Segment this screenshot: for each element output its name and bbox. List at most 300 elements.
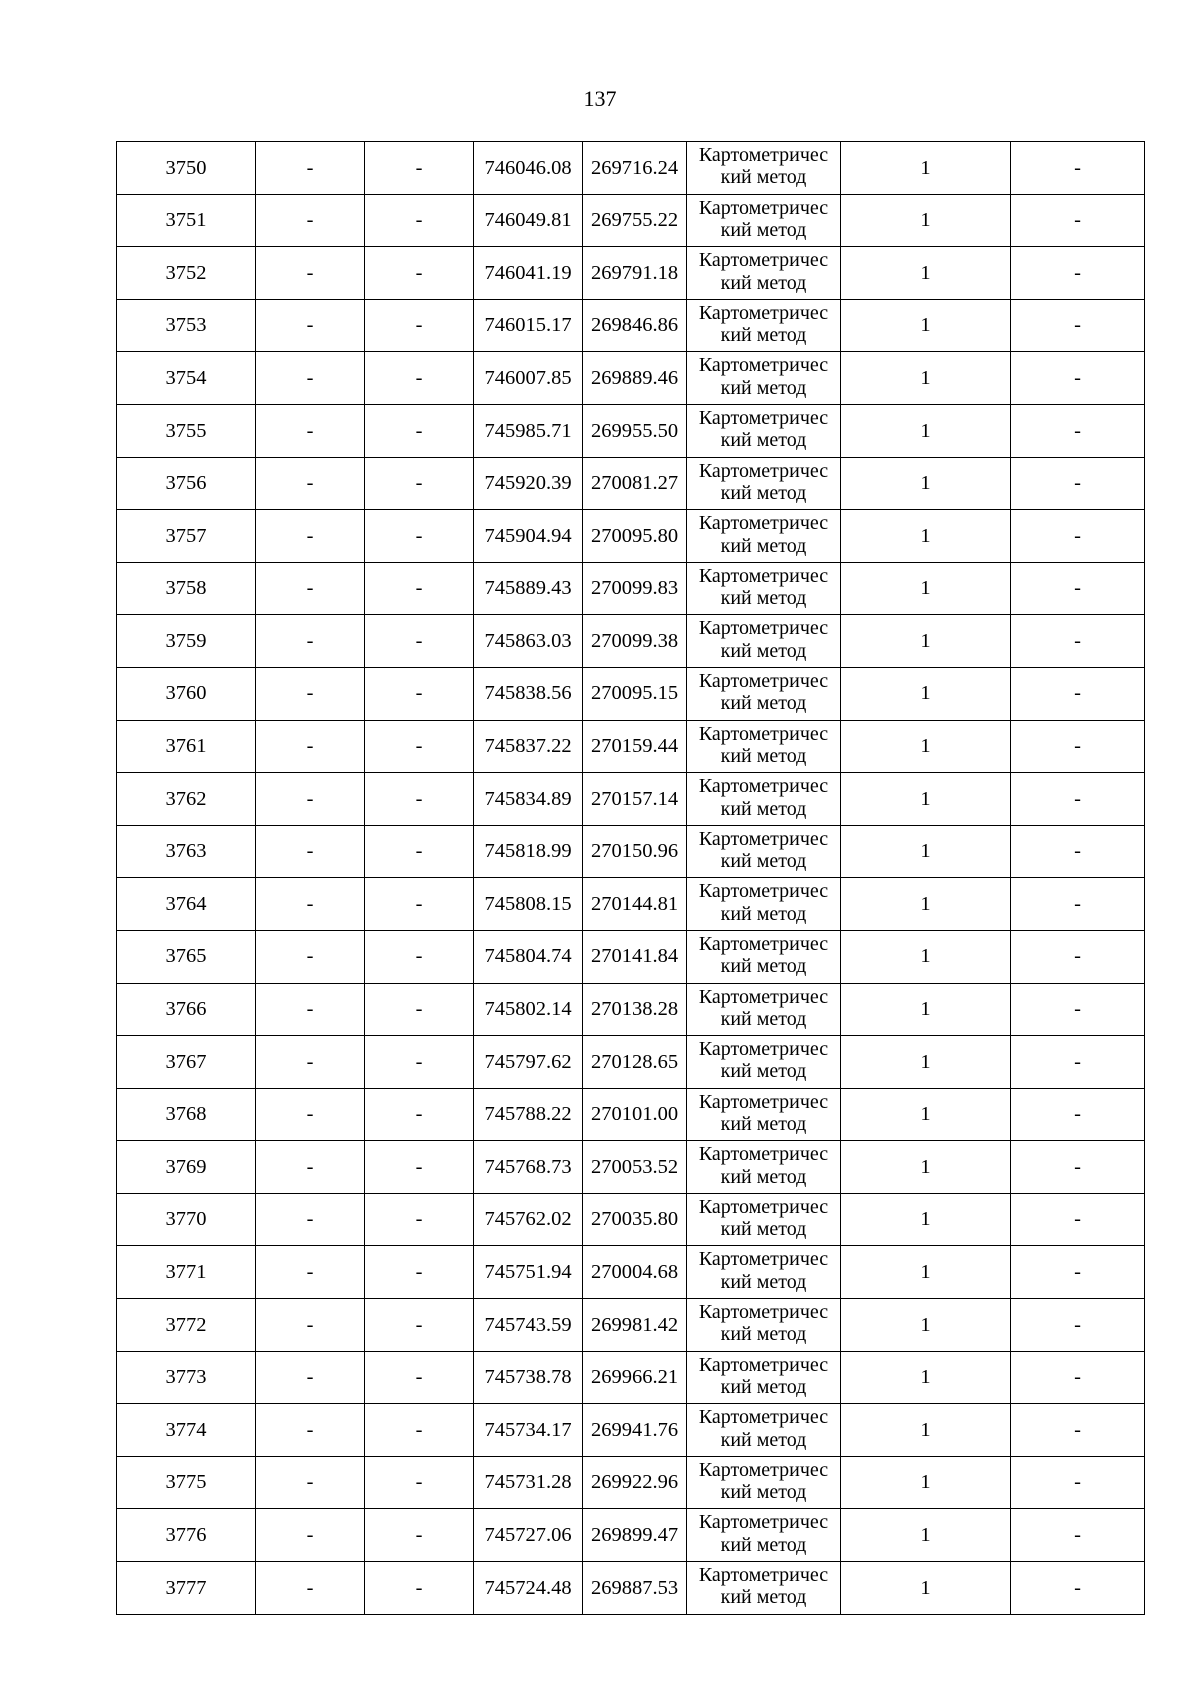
- table-row: [117, 615, 1145, 668]
- table-row: [117, 1404, 1145, 1457]
- method-text-line: Картометричес: [698, 1143, 829, 1166]
- column-3-cell: -: [365, 510, 474, 563]
- point-number-cell: 3762: [117, 773, 256, 826]
- method-text-line: кий метод: [720, 587, 807, 610]
- note-cell: -: [1011, 457, 1145, 510]
- method-text-line: Картометричес: [698, 1564, 829, 1587]
- method-text-line: Картометричес: [698, 880, 829, 903]
- accuracy-cell: 1: [841, 615, 1011, 668]
- y-coordinate-cell: 270138.28: [583, 983, 687, 1036]
- method-text-line: кий метод: [720, 744, 807, 767]
- point-number-cell: 3763: [117, 825, 256, 878]
- method-text-line: Картометричес: [698, 406, 829, 429]
- method-text-line: Картометричес: [698, 775, 829, 798]
- column-2-cell: -: [256, 1456, 365, 1509]
- method-text-line: кий метод: [720, 1586, 807, 1609]
- note-cell: -: [1011, 510, 1145, 563]
- x-coordinate-cell: 745734.17: [474, 1404, 583, 1457]
- x-coordinate-cell: 745751.94: [474, 1246, 583, 1299]
- table-row: [117, 773, 1145, 826]
- method-cell: [687, 1351, 841, 1404]
- column-2-cell: -: [256, 878, 365, 931]
- method-cell: [687, 510, 841, 563]
- column-3-cell: -: [365, 457, 474, 510]
- column-3-cell: -: [365, 1351, 474, 1404]
- method-cell: [687, 142, 841, 195]
- column-3-cell: -: [365, 299, 474, 352]
- table-row: [117, 1193, 1145, 1246]
- accuracy-cell: 1: [841, 404, 1011, 457]
- method-cell: [687, 983, 841, 1036]
- note-cell: -: [1011, 1088, 1145, 1141]
- point-number-cell: 3755: [117, 404, 256, 457]
- note-cell: -: [1011, 615, 1145, 668]
- y-coordinate-cell: 269922.96: [583, 1456, 687, 1509]
- method-text-line: Картометричес: [698, 301, 829, 324]
- accuracy-cell: 1: [841, 352, 1011, 405]
- note-cell: -: [1011, 194, 1145, 247]
- note-cell: -: [1011, 1141, 1145, 1194]
- column-2-cell: -: [256, 194, 365, 247]
- x-coordinate-cell: 745762.02: [474, 1193, 583, 1246]
- y-coordinate-cell: 270081.27: [583, 457, 687, 510]
- y-coordinate-cell: 270128.65: [583, 1036, 687, 1089]
- note-cell: -: [1011, 878, 1145, 931]
- x-coordinate-cell: 745768.73: [474, 1141, 583, 1194]
- method-text-line: кий метод: [720, 218, 807, 241]
- y-coordinate-cell: 270035.80: [583, 1193, 687, 1246]
- method-text-line: кий метод: [720, 1428, 807, 1451]
- method-text-line: Картометричес: [698, 512, 829, 535]
- accuracy-cell: 1: [841, 1088, 1011, 1141]
- note-cell: -: [1011, 1246, 1145, 1299]
- accuracy-cell: 1: [841, 562, 1011, 615]
- method-text-line: Картометричес: [698, 1038, 829, 1061]
- note-cell: -: [1011, 1509, 1145, 1562]
- y-coordinate-cell: 269887.53: [583, 1562, 687, 1615]
- note-cell: -: [1011, 720, 1145, 773]
- method-text-line: Картометричес: [698, 564, 829, 587]
- y-coordinate-cell: 270095.80: [583, 510, 687, 563]
- column-2-cell: -: [256, 247, 365, 300]
- table-row: [117, 930, 1145, 983]
- method-text-line: кий метод: [720, 902, 807, 925]
- column-2-cell: -: [256, 352, 365, 405]
- accuracy-cell: 1: [841, 510, 1011, 563]
- point-number-cell: 3770: [117, 1193, 256, 1246]
- method-cell: [687, 404, 841, 457]
- note-cell: -: [1011, 247, 1145, 300]
- x-coordinate-cell: 745808.15: [474, 878, 583, 931]
- accuracy-cell: 1: [841, 1456, 1011, 1509]
- method-text-line: кий метод: [720, 1113, 807, 1136]
- method-text-line: кий метод: [720, 376, 807, 399]
- method-text-line: Картометричес: [698, 354, 829, 377]
- column-3-cell: -: [365, 1141, 474, 1194]
- point-number-cell: 3765: [117, 930, 256, 983]
- method-text-line: Картометричес: [698, 144, 829, 166]
- accuracy-cell: 1: [841, 825, 1011, 878]
- accuracy-cell: 1: [841, 1351, 1011, 1404]
- point-number-cell: 3761: [117, 720, 256, 773]
- method-text-line: кий метод: [720, 955, 807, 978]
- column-3-cell: -: [365, 1509, 474, 1562]
- column-3-cell: -: [365, 1193, 474, 1246]
- method-cell: [687, 299, 841, 352]
- column-3-cell: -: [365, 1036, 474, 1089]
- note-cell: -: [1011, 825, 1145, 878]
- method-text-line: Картометричес: [698, 1511, 829, 1534]
- point-number-cell: 3769: [117, 1141, 256, 1194]
- method-cell: [687, 825, 841, 878]
- y-coordinate-cell: 269966.21: [583, 1351, 687, 1404]
- table-row: [117, 1299, 1145, 1352]
- column-2-cell: -: [256, 1509, 365, 1562]
- method-text-line: Картометричес: [698, 827, 829, 850]
- y-coordinate-cell: 269889.46: [583, 352, 687, 405]
- method-cell: [687, 615, 841, 668]
- accuracy-cell: 1: [841, 773, 1011, 826]
- y-coordinate-cell: 269955.50: [583, 404, 687, 457]
- y-coordinate-cell: 269981.42: [583, 1299, 687, 1352]
- x-coordinate-cell: 746049.81: [474, 194, 583, 247]
- table-row: [117, 404, 1145, 457]
- method-text-line: Картометричес: [698, 1353, 829, 1376]
- column-2-cell: -: [256, 1088, 365, 1141]
- point-number-cell: 3772: [117, 1299, 256, 1352]
- y-coordinate-cell: 270144.81: [583, 878, 687, 931]
- x-coordinate-cell: 746041.19: [474, 247, 583, 300]
- table-row: [117, 352, 1145, 405]
- column-3-cell: -: [365, 1456, 474, 1509]
- accuracy-cell: 1: [841, 983, 1011, 1036]
- method-text-line: кий метод: [720, 1060, 807, 1083]
- point-number-cell: 3754: [117, 352, 256, 405]
- table-row: [117, 667, 1145, 720]
- accuracy-cell: 1: [841, 1299, 1011, 1352]
- y-coordinate-cell: 270004.68: [583, 1246, 687, 1299]
- note-cell: -: [1011, 1193, 1145, 1246]
- x-coordinate-cell: 745788.22: [474, 1088, 583, 1141]
- accuracy-cell: 1: [841, 1141, 1011, 1194]
- note-cell: -: [1011, 1562, 1145, 1615]
- column-3-cell: -: [365, 1404, 474, 1457]
- method-text-line: кий метод: [720, 481, 807, 504]
- y-coordinate-cell: 270099.38: [583, 615, 687, 668]
- column-3-cell: -: [365, 878, 474, 931]
- table-row: [117, 1562, 1145, 1615]
- method-text-line: кий метод: [720, 850, 807, 873]
- column-3-cell: -: [365, 142, 474, 195]
- y-coordinate-cell: 270141.84: [583, 930, 687, 983]
- accuracy-cell: 1: [841, 1562, 1011, 1615]
- column-2-cell: -: [256, 457, 365, 510]
- column-2-cell: -: [256, 142, 365, 195]
- point-number-cell: 3752: [117, 247, 256, 300]
- method-cell: [687, 352, 841, 405]
- column-2-cell: -: [256, 510, 365, 563]
- column-2-cell: -: [256, 1246, 365, 1299]
- accuracy-cell: 1: [841, 299, 1011, 352]
- point-number-cell: 3753: [117, 299, 256, 352]
- point-number-cell: 3757: [117, 510, 256, 563]
- accuracy-cell: 1: [841, 194, 1011, 247]
- table-row: [117, 1456, 1145, 1509]
- note-cell: -: [1011, 1351, 1145, 1404]
- method-text-line: Картометричес: [698, 249, 829, 272]
- column-2-cell: -: [256, 983, 365, 1036]
- table-row: [117, 299, 1145, 352]
- accuracy-cell: 1: [841, 142, 1011, 195]
- column-2-cell: -: [256, 1193, 365, 1246]
- method-cell: [687, 1299, 841, 1352]
- column-2-cell: -: [256, 720, 365, 773]
- note-cell: -: [1011, 667, 1145, 720]
- column-3-cell: -: [365, 404, 474, 457]
- table-body: [117, 142, 1145, 1615]
- y-coordinate-cell: 270150.96: [583, 825, 687, 878]
- x-coordinate-cell: 745802.14: [474, 983, 583, 1036]
- point-number-cell: 3773: [117, 1351, 256, 1404]
- accuracy-cell: 1: [841, 667, 1011, 720]
- table-row: [117, 1088, 1145, 1141]
- x-coordinate-cell: 745731.28: [474, 1456, 583, 1509]
- point-number-cell: 3775: [117, 1456, 256, 1509]
- x-coordinate-cell: 745985.71: [474, 404, 583, 457]
- method-cell: [687, 667, 841, 720]
- table-row: [117, 510, 1145, 563]
- note-cell: -: [1011, 1299, 1145, 1352]
- note-cell: -: [1011, 299, 1145, 352]
- method-text-line: кий метод: [720, 534, 807, 557]
- x-coordinate-cell: 745818.99: [474, 825, 583, 878]
- note-cell: -: [1011, 930, 1145, 983]
- column-2-cell: -: [256, 1299, 365, 1352]
- y-coordinate-cell: 269716.24: [583, 142, 687, 195]
- method-cell: [687, 562, 841, 615]
- accuracy-cell: 1: [841, 457, 1011, 510]
- method-cell: [687, 457, 841, 510]
- method-cell: [687, 1404, 841, 1457]
- point-number-cell: 3771: [117, 1246, 256, 1299]
- x-coordinate-cell: 745834.89: [474, 773, 583, 826]
- x-coordinate-cell: 746015.17: [474, 299, 583, 352]
- method-text-line: Картометричес: [698, 1406, 829, 1429]
- note-cell: -: [1011, 404, 1145, 457]
- note-cell: -: [1011, 1036, 1145, 1089]
- accuracy-cell: 1: [841, 1509, 1011, 1562]
- column-2-cell: -: [256, 615, 365, 668]
- point-number-cell: 3776: [117, 1509, 256, 1562]
- x-coordinate-cell: 745797.62: [474, 1036, 583, 1089]
- y-coordinate-cell: 270053.52: [583, 1141, 687, 1194]
- column-2-cell: -: [256, 773, 365, 826]
- point-number-cell: 3756: [117, 457, 256, 510]
- method-text-line: кий метод: [720, 1533, 807, 1556]
- table-row: [117, 142, 1145, 195]
- method-text-line: кий метод: [720, 166, 807, 189]
- method-text-line: Картометричес: [698, 722, 829, 745]
- table-row: [117, 1509, 1145, 1562]
- method-cell: [687, 194, 841, 247]
- accuracy-cell: 1: [841, 930, 1011, 983]
- method-text-line: кий метод: [720, 692, 807, 715]
- x-coordinate-cell: 745727.06: [474, 1509, 583, 1562]
- table-row: [117, 1141, 1145, 1194]
- method-text-line: кий метод: [720, 1165, 807, 1188]
- method-text-line: Картометричес: [698, 985, 829, 1008]
- x-coordinate-cell: 745863.03: [474, 615, 583, 668]
- method-cell: [687, 878, 841, 931]
- column-2-cell: -: [256, 1141, 365, 1194]
- accuracy-cell: 1: [841, 878, 1011, 931]
- method-text-line: Картометричес: [698, 1301, 829, 1324]
- method-cell: [687, 1562, 841, 1615]
- x-coordinate-cell: 745738.78: [474, 1351, 583, 1404]
- table-row: [117, 720, 1145, 773]
- method-text-line: кий метод: [720, 271, 807, 294]
- method-cell: [687, 930, 841, 983]
- point-number-cell: 3777: [117, 1562, 256, 1615]
- column-3-cell: -: [365, 615, 474, 668]
- y-coordinate-cell: 269899.47: [583, 1509, 687, 1562]
- column-3-cell: -: [365, 562, 474, 615]
- accuracy-cell: 1: [841, 1193, 1011, 1246]
- column-2-cell: -: [256, 667, 365, 720]
- column-3-cell: -: [365, 352, 474, 405]
- method-text-line: кий метод: [720, 1007, 807, 1030]
- table-row: [117, 878, 1145, 931]
- column-2-cell: -: [256, 404, 365, 457]
- accuracy-cell: 1: [841, 1404, 1011, 1457]
- column-2-cell: -: [256, 299, 365, 352]
- accuracy-cell: 1: [841, 720, 1011, 773]
- point-number-cell: 3750: [117, 142, 256, 195]
- method-text-line: Картометричес: [698, 1090, 829, 1113]
- method-cell: [687, 1193, 841, 1246]
- table-row: [117, 194, 1145, 247]
- x-coordinate-cell: 745904.94: [474, 510, 583, 563]
- point-number-cell: 3768: [117, 1088, 256, 1141]
- x-coordinate-cell: 745838.56: [474, 667, 583, 720]
- x-coordinate-cell: 745724.48: [474, 1562, 583, 1615]
- method-text-line: кий метод: [720, 1218, 807, 1241]
- note-cell: -: [1011, 983, 1145, 1036]
- column-3-cell: -: [365, 825, 474, 878]
- method-cell: [687, 1246, 841, 1299]
- table-row: [117, 825, 1145, 878]
- y-coordinate-cell: 270095.15: [583, 667, 687, 720]
- x-coordinate-cell: 745920.39: [474, 457, 583, 510]
- point-number-cell: 3767: [117, 1036, 256, 1089]
- column-2-cell: -: [256, 1562, 365, 1615]
- column-3-cell: -: [365, 1299, 474, 1352]
- method-cell: [687, 247, 841, 300]
- point-number-cell: 3760: [117, 667, 256, 720]
- table-row: [117, 1246, 1145, 1299]
- method-text-line: Картометричес: [698, 196, 829, 219]
- table-row: [117, 247, 1145, 300]
- method-text-line: кий метод: [720, 1270, 807, 1293]
- x-coordinate-cell: 745837.22: [474, 720, 583, 773]
- y-coordinate-cell: 269791.18: [583, 247, 687, 300]
- y-coordinate-cell: 269846.86: [583, 299, 687, 352]
- column-3-cell: -: [365, 247, 474, 300]
- column-3-cell: -: [365, 1246, 474, 1299]
- method-text-line: кий метод: [720, 797, 807, 820]
- column-2-cell: -: [256, 1404, 365, 1457]
- method-text-line: кий метод: [720, 1376, 807, 1399]
- note-cell: -: [1011, 1404, 1145, 1457]
- column-3-cell: -: [365, 194, 474, 247]
- x-coordinate-cell: 746046.08: [474, 142, 583, 195]
- column-2-cell: -: [256, 930, 365, 983]
- method-text-line: Картометричес: [698, 1195, 829, 1218]
- y-coordinate-cell: 270099.83: [583, 562, 687, 615]
- table-row: [117, 457, 1145, 510]
- method-text-line: Картометричес: [698, 617, 829, 640]
- column-3-cell: -: [365, 667, 474, 720]
- method-cell: [687, 720, 841, 773]
- coordinates-table: [116, 141, 1145, 1615]
- column-3-cell: -: [365, 720, 474, 773]
- method-text-line: кий метод: [720, 639, 807, 662]
- column-3-cell: -: [365, 983, 474, 1036]
- accuracy-cell: 1: [841, 1246, 1011, 1299]
- table-row: [117, 1036, 1145, 1089]
- column-3-cell: -: [365, 930, 474, 983]
- y-coordinate-cell: 270159.44: [583, 720, 687, 773]
- method-text-line: Картометричес: [698, 459, 829, 482]
- point-number-cell: 3751: [117, 194, 256, 247]
- accuracy-cell: 1: [841, 247, 1011, 300]
- table-row: [117, 562, 1145, 615]
- x-coordinate-cell: 745804.74: [474, 930, 583, 983]
- method-cell: [687, 1036, 841, 1089]
- x-coordinate-cell: 746007.85: [474, 352, 583, 405]
- method-text-line: Картометричес: [698, 932, 829, 955]
- method-cell: [687, 1141, 841, 1194]
- method-text-line: кий метод: [720, 1481, 807, 1504]
- method-cell: [687, 1088, 841, 1141]
- note-cell: -: [1011, 562, 1145, 615]
- column-3-cell: -: [365, 1562, 474, 1615]
- method-cell: [687, 1456, 841, 1509]
- accuracy-cell: 1: [841, 1036, 1011, 1089]
- x-coordinate-cell: 745743.59: [474, 1299, 583, 1352]
- method-text-line: кий метод: [720, 429, 807, 452]
- method-text-line: кий метод: [720, 324, 807, 347]
- method-text-line: Картометричес: [698, 1458, 829, 1481]
- method-text-line: Картометричес: [698, 669, 829, 692]
- method-cell: [687, 773, 841, 826]
- y-coordinate-cell: 269755.22: [583, 194, 687, 247]
- point-number-cell: 3758: [117, 562, 256, 615]
- table-row: [117, 1351, 1145, 1404]
- table-row: [117, 983, 1145, 1036]
- y-coordinate-cell: 269941.76: [583, 1404, 687, 1457]
- column-3-cell: -: [365, 1088, 474, 1141]
- note-cell: -: [1011, 773, 1145, 826]
- column-2-cell: -: [256, 1036, 365, 1089]
- method-text-line: Картометричес: [698, 1248, 829, 1271]
- column-2-cell: -: [256, 1351, 365, 1404]
- point-number-cell: 3759: [117, 615, 256, 668]
- column-2-cell: -: [256, 562, 365, 615]
- point-number-cell: 3766: [117, 983, 256, 1036]
- point-number-cell: 3764: [117, 878, 256, 931]
- y-coordinate-cell: 270101.00: [583, 1088, 687, 1141]
